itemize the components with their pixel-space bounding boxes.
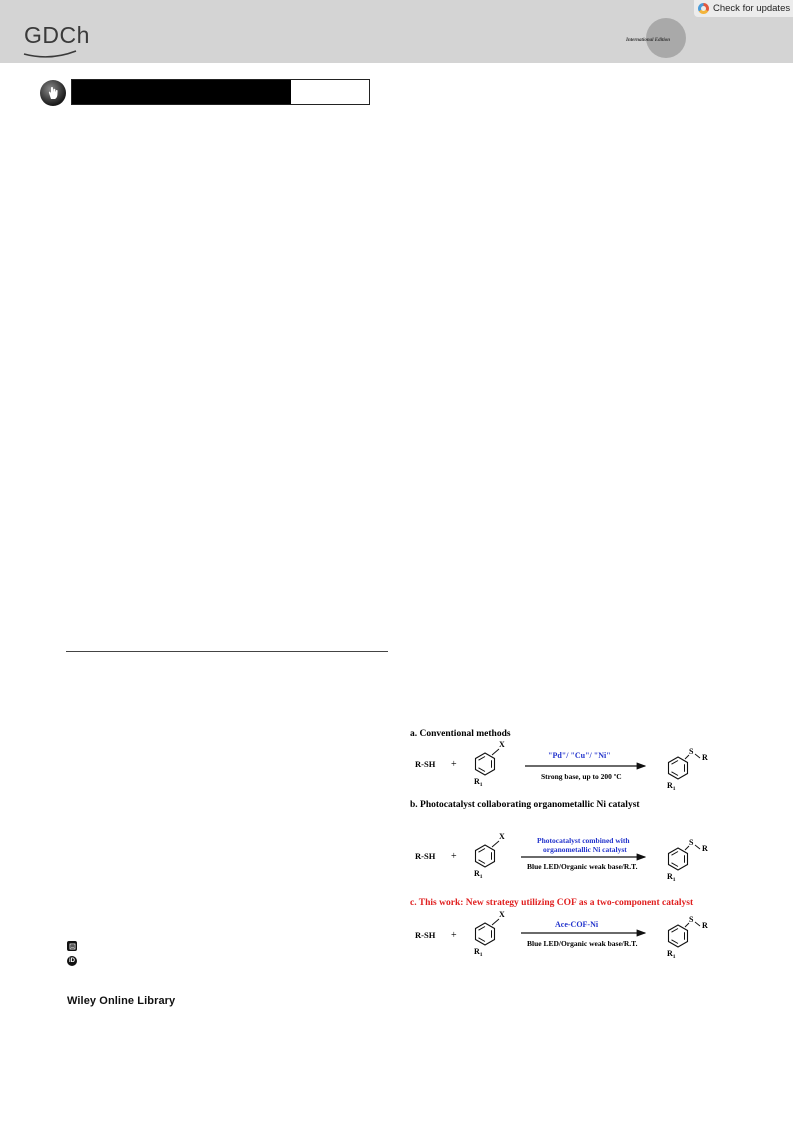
footnote-divider [66,651,388,652]
publisher-logo-swoosh [22,48,78,60]
panel-a-plus: + [451,759,457,770]
svg-text:X: X [499,832,505,841]
wiley-online-library-brand[interactable]: Wiley Online Library [67,995,176,1007]
panel-a-catalyst: "Pd"/ "Cu"/ "Ni" [548,751,611,760]
scheme-panel-c [410,898,708,960]
panel-c-aryl-halide [474,910,505,958]
svg-text:R1: $R_1$ [474,947,483,958]
svg-text:R1: $R_1$ [667,949,676,960]
reaction-scheme [405,722,735,972]
panel-b-catalyst-line2: organometallic Ni catalyst [543,845,627,854]
svg-text:S: S [689,915,694,924]
publisher-logo: GDCh [24,22,90,48]
svg-text:S: S [689,747,694,756]
check-for-updates-label: Check for updates [713,3,791,14]
panel-a-conditions: Strong base, up to 200 ºC [541,772,622,781]
panel-a-product [667,747,708,792]
panel-c-product [667,915,708,960]
svg-text:R: R [702,753,708,762]
svg-text:X: X [499,740,505,749]
panel-a-reagent: R-SH [415,759,436,769]
panel-c-title: c. This work: New strategy utilizing COF as a two-component catalyst [410,898,694,908]
svg-text:R1: $R_1$ [667,872,676,883]
panel-c-catalyst: Ace-COF-Ni [555,920,599,929]
crossmark-icon [698,3,709,14]
svg-text:R: R [702,844,708,853]
panel-b-product [667,838,708,883]
panel-c-plus: + [451,930,457,941]
svg-text:S: S [689,838,694,847]
panel-b-aryl-halide [474,832,505,880]
panel-b-conditions: Blue LED/Organic weak base/R.T. [527,862,638,871]
panel-b-title: b. Photocatalyst collaborating organometallic Ni catalyst [410,800,640,810]
svg-text:R: R [702,921,708,930]
scheme-panel-b [410,800,708,883]
section-heading-fill [72,80,291,104]
panel-a-aryl-halide [474,740,505,788]
svg-text:R1: $R_1$ [667,781,676,792]
panel-b-plus: + [451,851,457,862]
edition-label: International Edition [626,38,671,43]
svg-text:X: X [499,910,505,919]
hand-pointer-icon [40,80,66,106]
panel-b-catalyst-line1: Photocatalyst combined with [537,836,630,845]
check-for-updates-button[interactable] [694,0,793,17]
panel-c-reagent: R-SH [415,930,436,940]
panel-c-conditions: Blue LED/Organic weak base/R.T. [527,939,638,948]
panel-a-title: a. Conventional methods [410,729,511,739]
scheme-panel-a [410,729,708,792]
orcid-icon[interactable]: iD [69,958,75,964]
svg-text:R1: $R_1$ [474,869,483,880]
panel-b-reagent: R-SH [415,851,436,861]
svg-text:R1: $R_1$ [474,777,483,788]
document-icon[interactable] [67,941,77,951]
